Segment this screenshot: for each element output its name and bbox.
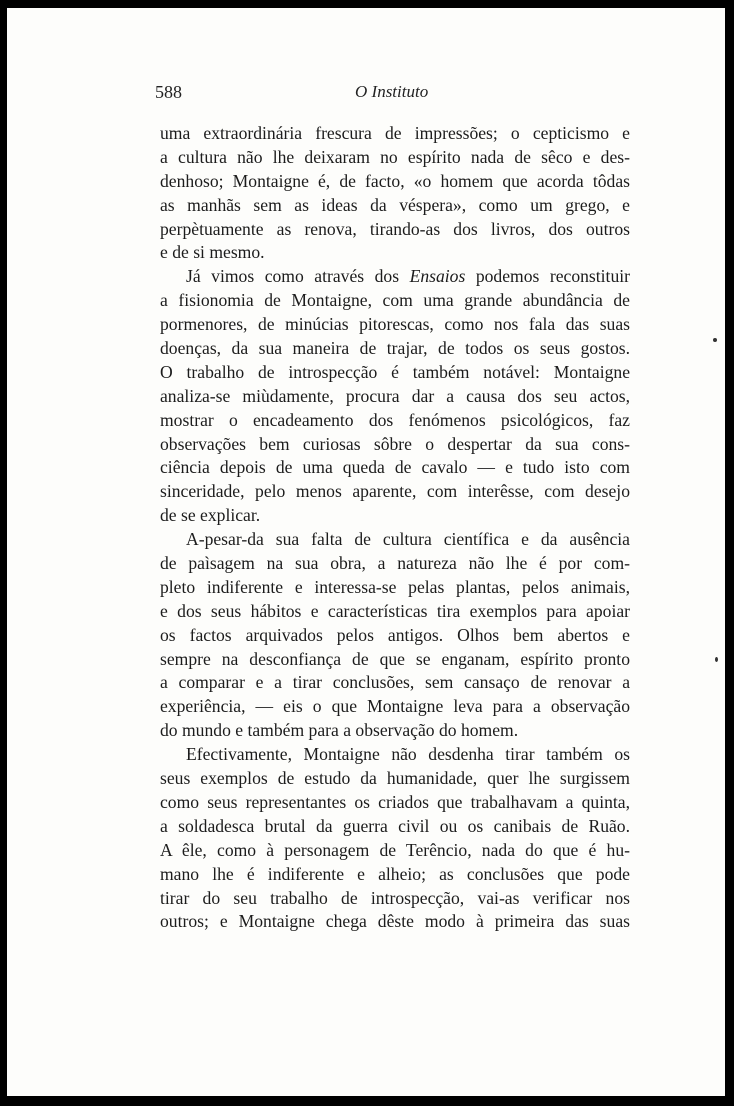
text-line: experiência, — eis o que Montaigne leva para a observação bbox=[160, 696, 630, 717]
running-title: O Instituto bbox=[355, 82, 429, 101]
text-line: denhoso; Montaigne é, de facto, «o homem que acorda tôdas bbox=[160, 170, 630, 191]
text-line: de paìsagem na sua obra, a natureza não lhe é por com- bbox=[160, 553, 630, 574]
text-line: a cultura não lhe deixaram no espírito nada de sêco e des- bbox=[160, 146, 630, 167]
text-line: perpètuamente as renova, tirando-as dos livros, dos outros bbox=[160, 218, 630, 239]
text-line: sempre na desconfiança de que se enganam, espírito pronto bbox=[160, 648, 630, 669]
text-line: Já vimos como através dos Ensaios podemos reconstituir bbox=[186, 266, 630, 287]
text-line: a comparar e a tirar conclusões, sem cansaço de renovar a bbox=[160, 672, 630, 693]
text-line: A-pesar-da sua falta de cultura científica e da ausência bbox=[186, 529, 630, 550]
text-line: sinceridade, pelo menos aparente, com interêsse, com desejo bbox=[160, 481, 630, 502]
text-line: a soldadesca brutal da guerra civil ou os canibais de Ruão. bbox=[160, 815, 630, 836]
margin-speck bbox=[713, 338, 717, 342]
text-line: mostrar o encadeamento dos fenómenos psicológicos, faz bbox=[160, 409, 630, 430]
text-line: doenças, da sua maneira de trajar, de todos os seus gostos. bbox=[160, 338, 630, 359]
text-line: Efectivamente, Montaigne não desdenha tirar também os bbox=[186, 744, 630, 765]
text-line: pormenores, de minúcias pitorescas, como nos fala das suas bbox=[160, 314, 630, 335]
text-line: pleto indiferente e interessa-se pelas plantas, pelos animais, bbox=[160, 576, 630, 597]
text-line: e dos seus hábitos e características tira exemplos para apoiar bbox=[160, 600, 630, 621]
paragraph bbox=[160, 743, 630, 934]
text-line: como seus representantes os criados que trabalhavam a quinta, bbox=[160, 791, 630, 812]
text-line: mano lhe é indiferente e alheio; as conclusões que pode bbox=[160, 863, 630, 884]
text-line: outros; e Montaigne chega dêste modo à primeira das suas bbox=[160, 911, 630, 932]
text-line: os factos arquivados pelos antigos. Olhos bem abertos e bbox=[160, 624, 630, 645]
text-line: a fisionomia de Montaigne, com uma grande abundância de bbox=[160, 290, 630, 311]
page-number: 588 bbox=[155, 82, 182, 102]
paragraph bbox=[160, 528, 630, 743]
text-line: de se explicar. bbox=[160, 505, 261, 526]
text-line: ciência depois de uma queda de cavalo — e tudo isto com bbox=[160, 457, 630, 478]
text-line: O trabalho de introspecção é também notável: Montaigne bbox=[160, 361, 630, 382]
text-line: analiza-se miùdamente, procura dar a causa dos seu actos, bbox=[160, 385, 630, 406]
body-text bbox=[160, 122, 630, 934]
page-header bbox=[155, 82, 631, 106]
text-line: tirar do seu trabalho de introspecção, vai-as verificar nos bbox=[160, 887, 630, 908]
paragraph bbox=[160, 265, 630, 528]
text-line: as manhãs sem as ideas da véspera», como um grego, e bbox=[160, 194, 630, 215]
text-line: do mundo e também para a observação do homem. bbox=[160, 720, 519, 741]
text-line: A êle, como à personagem de Terêncio, nada do que é hu- bbox=[160, 839, 630, 860]
text-line: uma extraordinária frescura de impressões; o cepticismo e bbox=[160, 123, 630, 143]
paragraph bbox=[160, 122, 630, 265]
text-line: observações bem curiosas sôbre o despertar da sua cons- bbox=[160, 433, 630, 454]
text-line: seus exemplos de estudo da humanidade, quer lhe surgissem bbox=[160, 768, 630, 789]
margin-speck bbox=[715, 657, 718, 662]
text-line: e de si mesmo. bbox=[160, 242, 265, 263]
